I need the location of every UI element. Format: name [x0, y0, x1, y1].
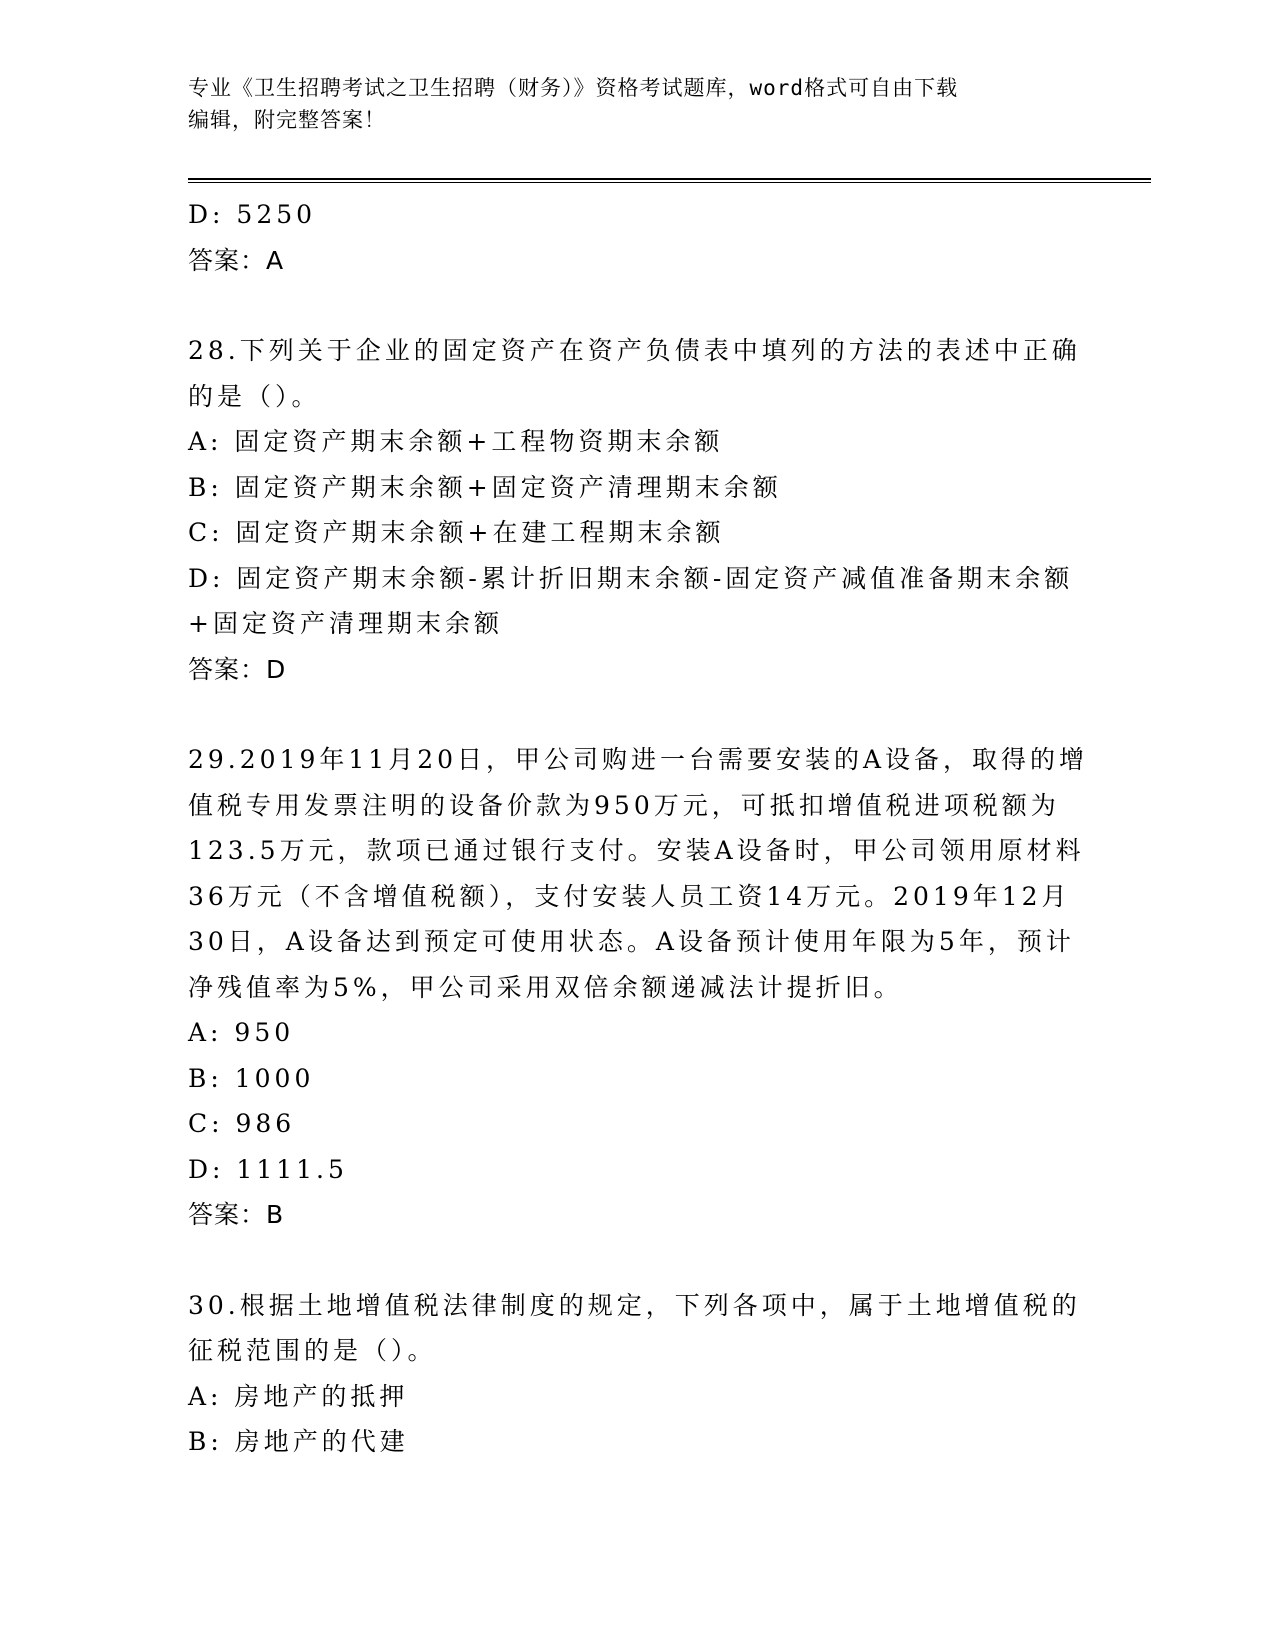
header-rule-thin — [188, 182, 1151, 183]
answer: 答案：B — [188, 1200, 285, 1229]
question-28 — [188, 328, 1088, 692]
question-stem: 的是（）。 — [188, 381, 321, 411]
question-stem: 28.下列关于企业的固定资产在资产负债表中填列的方法的表述中正确 — [188, 336, 1081, 365]
question-stem: 123.5万元，款项已通过银行支付。安装A设备时，甲公司领用原材料 — [188, 836, 1085, 865]
header-line-2: 编辑，附完整答案！ — [188, 108, 386, 132]
question-stem: 值税专用发票注明的设备价款为950万元，可抵扣增值税进项税额为 — [188, 790, 1060, 820]
question-stem: 30日，A设备达到预定可使用状态。A设备预计使用年限为5年，预计 — [188, 927, 1075, 956]
option-d: D: 5250 — [188, 200, 317, 229]
option-d: D: 1111.5 — [188, 1154, 348, 1184]
question-stem: 30.根据土地增值税法律制度的规定，下列各项中，属于土地增值税的 — [188, 1290, 1081, 1320]
spacer — [188, 1238, 1088, 1283]
option-c: C: 固定资产期末余额+在建工程期末余额 — [188, 518, 725, 547]
document-body — [188, 192, 1088, 1465]
option-d-continued: +固定资产清理期末余额 — [188, 609, 503, 638]
prev-question-tail — [188, 192, 1088, 283]
question-30 — [188, 1283, 1088, 1465]
answer: 答案：A — [188, 245, 285, 275]
spacer — [188, 692, 1088, 737]
question-stem: 净残值率为5%，甲公司采用双倍余额递减法计提折旧。 — [188, 972, 903, 1002]
question-stem: 征税范围的是（）。 — [188, 1336, 437, 1365]
header-line-1: 专业《卫生招聘考试之卫生招聘（财务）》资格考试题库，word格式可自由下载 — [188, 76, 959, 100]
question-stem: 29.2019年11月20日，甲公司购进一台需要安装的A设备，取得的增 — [188, 745, 1089, 774]
question-29 — [188, 737, 1088, 1238]
answer: 答案：D — [188, 654, 287, 684]
option-d: D: 固定资产期末余额-累计折旧期末余额-固定资产减值准备期末余额 — [188, 563, 1074, 593]
option-a: A: 固定资产期末余额+工程物资期末余额 — [188, 427, 724, 456]
option-b: B: 房地产的代建 — [188, 1427, 409, 1456]
option-c: C: 986 — [188, 1109, 296, 1138]
question-stem: 36万元（不含增值税额），支付安装人员工资14万元。2019年12月 — [188, 881, 1071, 911]
spacer — [188, 283, 1088, 328]
option-a: A: 950 — [188, 1018, 295, 1047]
option-b: B: 1000 — [188, 1063, 315, 1093]
header-rule-thick — [188, 178, 1151, 180]
option-a: A: 房地产的抵押 — [188, 1381, 409, 1411]
option-b: B: 固定资产期末余额+固定资产清理期末余额 — [188, 472, 782, 502]
document-header — [188, 72, 1088, 136]
